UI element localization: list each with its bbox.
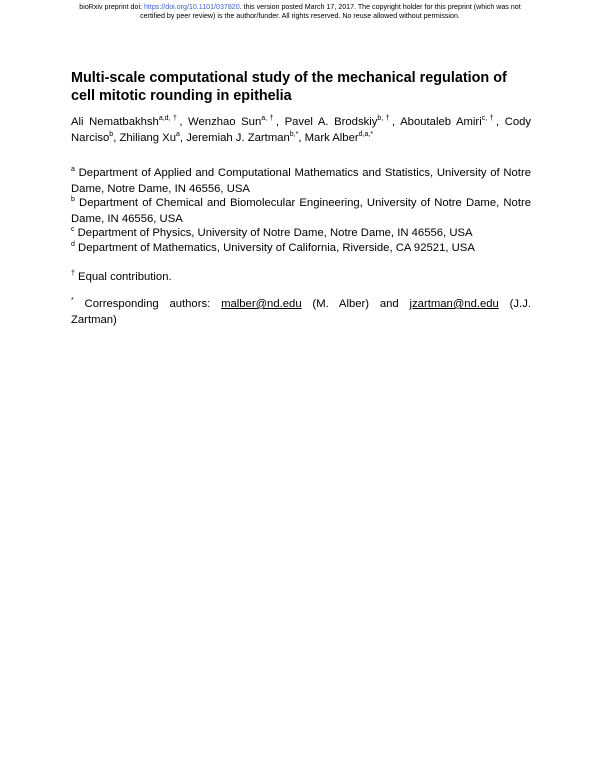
corresponding-authors — [71, 296, 531, 328]
affiliation-b: $^b$ Department of Chemical and Biomolecular Engineering, University of Notre Dame, Notre Dame, IN 46556, USA — [71, 196, 531, 225]
affiliation-d: $^d$ Department of Mathematics, University of California, Riverside, CA 92521, USA — [71, 241, 475, 254]
corresponding-line-2: Zartman) — [71, 314, 117, 326]
author: Ali Nematbakhsh$^{a,d,\dagger}$, — [71, 115, 189, 128]
affiliation-a: $^a$ Department of Applied and Computational Mathematics and Statistics, University of Notre Dame, Notre Dame, IN 46556, USA — [71, 166, 531, 195]
equal-contribution-note: † Equal contribution. — [71, 270, 172, 283]
author: Mark Alber$^{d,a,*}$ — [304, 131, 374, 144]
email-link-zartman[interactable]: jzartman@nd.edu — [409, 298, 499, 310]
author: Pavel A. Brodskiy$^{b,\dagger}$, — [284, 115, 401, 128]
author: Jeremiah J. Zartman$^{b,*}$, — [186, 131, 305, 144]
author: Zhiliang Xu$^a$, — [119, 131, 187, 144]
author-list — [71, 114, 531, 146]
author: Wenzhao Sun$^{a,\dagger}$, — [188, 115, 285, 128]
author: Cody Narciso$^b$, — [71, 116, 532, 144]
header-line-2: certified by peer review) is the author/funder. All rights reserved. No reuse allowed without permission. — [140, 12, 460, 20]
header-line-1: bioRxiv preprint doi: https://doi.org/10.1101/037820. this version posted March 17, 2017. The copyright holder for this preprint (which was not — [79, 3, 521, 11]
paper-title: Multi-scale computational study of the mechanical regulation of cell mitotic rounding in epithelia — [71, 70, 507, 104]
author: Aboutaleb Amiri$^{c,\dagger}$, — [400, 115, 505, 128]
affiliation-c: $^c$ Department of Physics, University of Notre Dame, Notre Dame, IN 46556, USA — [71, 226, 473, 239]
doi-link[interactable]: https://doi.org/10.1101/037820 — [143, 3, 240, 11]
preprint-header — [0, 3, 600, 21]
corresponding-line-1: * Corresponding authors: malber@nd.edu (M. Alber) and jzartman@nd.edu (J.J. — [71, 297, 531, 310]
email-link-alber[interactable]: malber@nd.edu — [221, 298, 302, 310]
